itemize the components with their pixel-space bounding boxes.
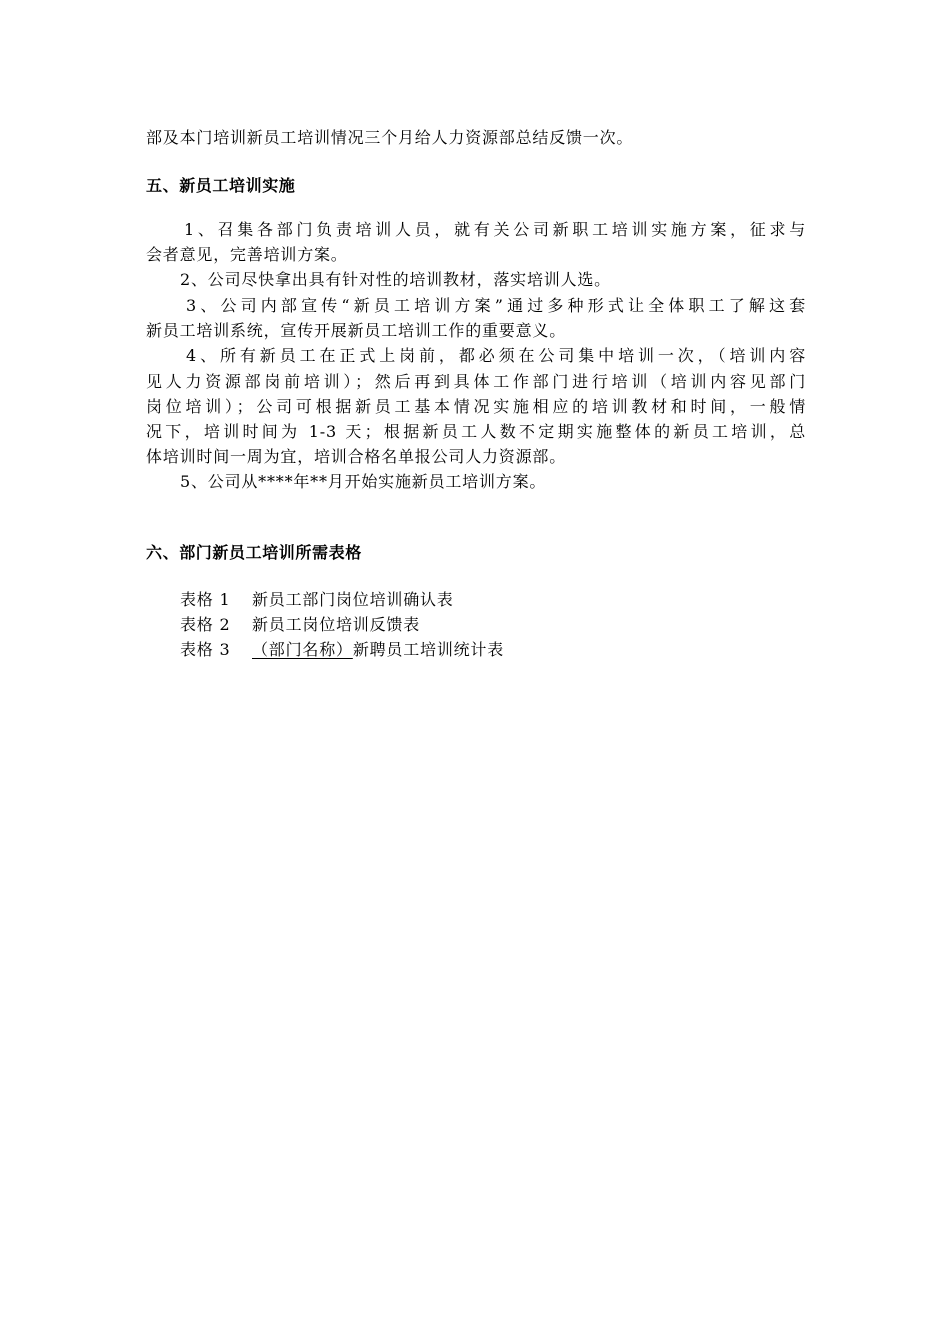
- item-1-line-2: 会者意见，完善培训方案。: [146, 245, 348, 264]
- item-5-line-1: 5、公司从****年**月开始实施新员工培训方案。: [180, 472, 547, 491]
- form-item-label: 表格 1: [180, 590, 231, 609]
- item-3-line-2: 新员工培训系统，宣传开展新员工培训工作的重要意义。: [146, 321, 567, 340]
- form-item-title: 新员工岗位培训反馈表: [252, 615, 421, 634]
- item-3-line-1: 3、公司内部宣传“新员工培训方案”通过多种形式让全体职工了解这套: [186, 296, 806, 315]
- form-item-2: [180, 615, 420, 635]
- form-item-title: 新聘员工培训统计表: [352, 640, 505, 659]
- section-6-heading: 六、部门新员工培训所需表格: [146, 543, 362, 562]
- item-4-line-3: 岗位培训）；公司可根据新员工基本情况实施相应的培训教材和时间，一般情: [146, 397, 806, 416]
- item-1-line-1: 1、召集各部门负责培训人员，就有关公司新职工培训实施方案，征求与: [184, 220, 806, 239]
- form-item-1: [180, 590, 454, 610]
- intro-line: 部及本门培训新员工培训情况三个月给人力资源部总结反馈一次。: [146, 128, 634, 147]
- section-5-heading: 五、新员工培训实施: [146, 176, 296, 195]
- item-4-line-5: 体培训时间一周为宜，培训合格名单报公司人力资源部。: [146, 447, 567, 466]
- form-item-3: [180, 640, 504, 660]
- item-2-line-1: 2、公司尽快拿出具有针对性的培训教材，落实培训人选。: [180, 270, 611, 289]
- form-item-title: 新员工部门岗位培训确认表: [252, 590, 454, 609]
- item-4-line-1: 4、所有新员工在正式上岗前，都必须在公司集中培训一次，（培训内容: [186, 346, 806, 365]
- item-4-line-4: 况下，培训时间为 1-3 天；根据新员工人数不定期实施整体的新员工培训，总: [146, 422, 806, 441]
- form-item-label: 表格 2: [180, 615, 231, 634]
- form-item-department-placeholder: （部门名称）: [252, 640, 353, 659]
- form-item-label: 表格 3: [180, 640, 231, 659]
- item-4-line-2: 见人力资源部岗前培训）；然后再到具体工作部门进行培训（培训内容见部门: [146, 372, 806, 391]
